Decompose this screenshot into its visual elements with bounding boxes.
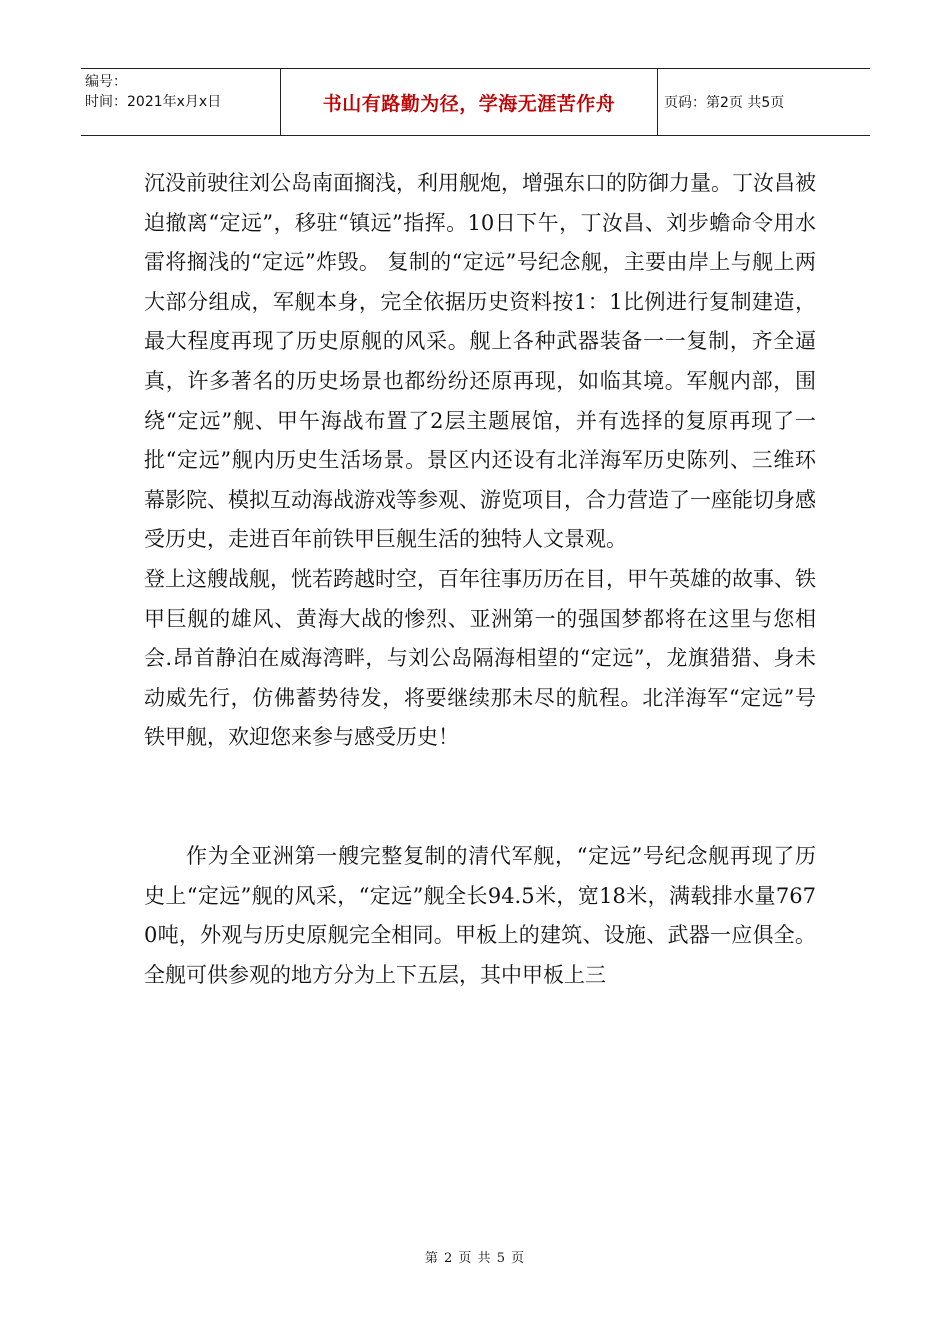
- header-page-code: 页码：第2页 共5页: [664, 95, 785, 111]
- number-label: 编号：: [85, 74, 127, 90]
- time-label: 时间：2021年x月x日: [85, 94, 222, 110]
- paragraph-2: 登上这艘战舰，恍若跨越时空，百年往事历历在目，甲午英雄的故事、铁甲巨舰的雄风、黄海大战的惨烈、亚洲第一的强国梦都将在这里与您相会.昂首静泊在威海湾畔，与刘公岛隔海相望的“定远”，龙旗猎猎、身未动威先行，仿佛蓄势待发，将要继续那未尽的航程。北洋海军“定远”号铁甲舰，欢迎您来参与感受历史！: [144, 566, 816, 750]
- document-body: [144, 164, 816, 995]
- page-header: [81, 68, 870, 136]
- header-motto: 书山有路勤为径，学海无涯苦作舟: [281, 69, 658, 135]
- paragraph-spacer: [144, 758, 816, 837]
- header-meta: [81, 69, 281, 135]
- page-footer: 第 2 页 共 5 页: [424, 1251, 526, 1266]
- paragraph-3: 作为全亚洲第一艘完整复制的清代军舰，“定远”号纪念舰再现了历史上“定远”舰的风采，“定远”舰全长94.5米，宽18米，满载排水量7670吨，外观与历史原舰完全相同。甲板上的建筑、设施、武器一应俱全。全舰可供参观的地方分为上下五层，其中甲板上三: [144, 843, 816, 987]
- paragraph-1: 沉没前驶往刘公岛南面搁浅，利用舰炮，增强东口的防御力量。丁汝昌被迫撤离“定远”，移驻“镇远”指挥。10日下午，丁汝昌、刘步蟾命令用水雷将搁浅的“定远”炸毁。 复制的“定远”号纪念舰，主要由岸上与舰上两大部分组成，军舰本身，完全依据历史资料按1：1比例进行复制建造，最大程度再现了历史原舰的风采。舰上各种武器装备一一复制，齐全逼真，许多著名的历史场景也都纷纷还原再现，如临其境。军舰内部，围绕“定远”舰、甲午海战布置了2层主题展馆，并有选择的复原再现了一批“定远”舰内历史生活场景。景区内还设有北洋海军历史陈列、三维环幕影院、模拟互动海战游戏等参观、游览项目，合力营造了一座能切身感受历史，走进百年前铁甲巨舰生活的独特人文景观。: [144, 171, 816, 552]
